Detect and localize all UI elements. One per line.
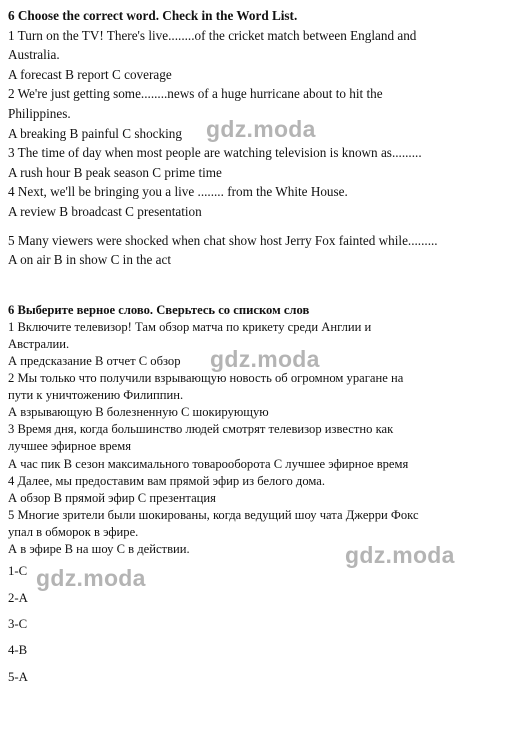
answer-item: 4-B: [8, 643, 28, 658]
watermark: gdz.moda: [345, 542, 455, 568]
ru-line: А час пик B сезон максимального товарооборота C лучшее эфирное время: [8, 456, 409, 471]
question-2-options: A breaking B painful C shocking: [8, 125, 182, 141]
question-5: 5 Many viewers were shocked when chat show host Jerry Fox fainted while.........: [8, 232, 438, 248]
ru-line: 4 Далее, мы предоставим вам прямой эфир из белого дома.: [8, 473, 326, 488]
ru-line: А взрывающую B болезненную C шокирующую: [8, 405, 269, 420]
spacer: [8, 222, 508, 231]
ru-line: А в эфире B на шоу C в действии.: [8, 542, 190, 557]
watermark: gdz.moda: [210, 346, 320, 372]
ru-line: 5 Многие зрители были шокированы, когда ведущий шоу чата Джерри Фокс: [8, 507, 419, 522]
ru-line: А обзор B прямой эфир C презентация: [8, 490, 216, 505]
question-2-line-2: Philippines.: [8, 105, 71, 121]
watermark: gdz.moda: [36, 565, 146, 591]
ru-line: упал в обморок в эфире.: [8, 524, 139, 539]
question-3-options: A rush hour B peak season C prime time: [8, 164, 222, 180]
question-1-line-2: Australia.: [8, 47, 60, 63]
question-4-options: A review B broadcast C presentation: [8, 203, 202, 219]
ru-line: 1 Включите телевизор! Там обзор матча по крикету среди Англии и: [8, 319, 372, 334]
question-1-line-1: 1 Turn on the TV! There's live........of the cricket match between England and: [8, 27, 417, 43]
exercise-heading-en: 6 Choose the correct word. Check in the Word List.: [8, 8, 298, 23]
russian-section: [8, 302, 508, 558]
answer-item: 3-C: [8, 616, 28, 631]
answer-item: 5-A: [8, 669, 28, 684]
answer-item: 2-A: [8, 590, 28, 605]
watermark: gdz.moda: [206, 116, 316, 142]
question-5-options: A on air B in show C in the act: [8, 252, 171, 268]
answer-item: 1-C: [8, 564, 28, 579]
exercise-heading-ru: 6 Выберите верное слово. Сверьтесь со списком слов: [8, 302, 310, 317]
ru-line: 3 Время дня, когда большинство людей смотрят телевизор известно как: [8, 422, 394, 437]
ru-line: А предсказание B отчет C обзор: [8, 354, 181, 368]
ru-line: 2 Мы только что получили взрывающую новость об огромном урагане на: [8, 371, 404, 386]
ru-line: лучшее эфирное время: [8, 439, 131, 454]
question-3: 3 The time of day when most people are watching television is known as.........: [8, 145, 422, 161]
ru-line: пути к уничтожению Филиппин.: [8, 388, 184, 403]
question-1-options: A forecast B report C coverage: [8, 66, 172, 82]
ru-line: Австралии.: [8, 336, 70, 351]
section-spacer: [8, 270, 508, 302]
question-2-line-1: 2 We're just getting some........news of a huge hurricane about to hit the: [8, 86, 383, 102]
question-4: 4 Next, we'll be bringing you a live ........ from the White House.: [8, 184, 348, 200]
